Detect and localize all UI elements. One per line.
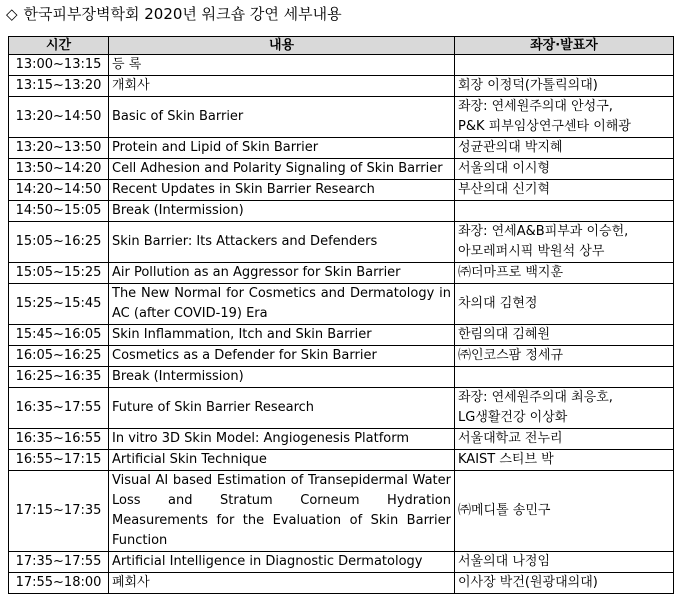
table-row (9, 388, 674, 429)
table-row (9, 346, 674, 367)
table-row (9, 222, 674, 263)
people-cell (455, 552, 674, 573)
time-cell: 17:15~17:35 (9, 471, 109, 552)
content-cell: Skin Inflammation, Itch and Skin Barrier (109, 325, 455, 346)
content-cell: 개회사 (109, 76, 455, 97)
content-cell: Recent Updates in Skin Barrier Research (109, 180, 455, 201)
table-row (9, 367, 674, 388)
time-cell: 15:45~16:05 (9, 325, 109, 346)
people-line: 아모레퍼시픽 박원석 상무 (458, 244, 605, 259)
time-cell: 16:35~16:55 (9, 429, 109, 450)
content-cell: Air Pollution as an Aggressor for Skin Barrier (109, 263, 455, 284)
table-row (9, 138, 674, 159)
people-line: 이사장 박건(원광대의대) (458, 575, 598, 590)
people-line: 한림의대 김혜원 (458, 327, 551, 342)
time-cell: 13:20~13:50 (9, 138, 109, 159)
time-cell: 13:00~13:15 (9, 55, 109, 76)
people-cell (455, 159, 674, 180)
diamond-icon: ◇ (6, 5, 18, 23)
people-line: P&K 피부임상연구센타 이해광 (458, 119, 631, 134)
header-content: 내용 (109, 37, 455, 55)
content-cell: 등 록 (109, 55, 455, 76)
people-line: KAIST 스티브 박 (458, 452, 554, 467)
time-cell: 17:35~17:55 (9, 552, 109, 573)
time-cell: 15:25~15:45 (9, 284, 109, 325)
header-row (9, 37, 674, 55)
time-cell: 15:05~16:25 (9, 222, 109, 263)
content-cell: Break (Intermission) (109, 201, 455, 222)
time-cell: 13:15~13:20 (9, 76, 109, 97)
people-line: 좌장: 연세원주의대 안성구, (458, 99, 613, 114)
people-cell (455, 55, 674, 76)
content-cell: Future of Skin Barrier Research (109, 388, 455, 429)
table-row (9, 201, 674, 222)
people-cell (455, 201, 674, 222)
schedule-table (8, 36, 674, 594)
content-cell: Cosmetics as a Defender for Skin Barrier (109, 346, 455, 367)
people-line: 서울대학교 전누리 (458, 431, 563, 446)
people-cell (455, 138, 674, 159)
time-cell: 14:20~14:50 (9, 180, 109, 201)
title-text: 한국피부장벽학회 2020년 워크숍 강연 세부내용 (23, 5, 342, 23)
time-cell: 13:50~14:20 (9, 159, 109, 180)
content-cell: Artificial Skin Technique (109, 450, 455, 471)
people-line: 좌장: 연세원주의대 최응호, (458, 390, 613, 405)
content-cell: Skin Barrier: Its Attackers and Defenders (109, 222, 455, 263)
people-cell (455, 180, 674, 201)
table-row (9, 97, 674, 138)
table-row (9, 429, 674, 450)
content-cell: Protein and Lipid of Skin Barrier (109, 138, 455, 159)
header-people: 좌장·발표자 (455, 37, 674, 55)
people-line: 차의대 김현정 (458, 296, 538, 311)
people-cell (455, 367, 674, 388)
content-cell: In vitro 3D Skin Model: Angiogenesis Platform (109, 429, 455, 450)
time-cell: 16:05~16:25 (9, 346, 109, 367)
content-cell: 폐회사 (109, 573, 455, 594)
content-cell: Cell Adhesion and Polarity Signaling of Skin Barrier (109, 159, 455, 180)
people-cell (455, 388, 674, 429)
people-cell (455, 222, 674, 263)
content-cell: Artificial Intelligence in Diagnostic Dermatology (109, 552, 455, 573)
people-cell (455, 325, 674, 346)
people-line: 서울의대 이시형 (458, 161, 551, 176)
content-cell: Break (Intermission) (109, 367, 455, 388)
content-cell: The New Normal for Cosmetics and Dermatology in AC (after COVID-19) Era (109, 284, 455, 325)
table-row (9, 450, 674, 471)
time-cell: 13:20~14:50 (9, 97, 109, 138)
people-line: 서울의대 나정임 (458, 554, 551, 569)
table-row (9, 471, 674, 552)
time-cell: 16:35~17:55 (9, 388, 109, 429)
table-row (9, 573, 674, 594)
people-line: 회장 이정덕(가톨릭의대) (458, 78, 598, 93)
people-cell (455, 263, 674, 284)
people-line: 부산의대 신기혁 (458, 182, 551, 197)
people-line: LG생활건강 이상화 (458, 410, 568, 425)
people-cell (455, 346, 674, 367)
table-row (9, 325, 674, 346)
time-cell: 14:50~15:05 (9, 201, 109, 222)
people-line: 좌장: 연세A&B피부과 이승헌, (458, 224, 629, 239)
content-cell: Basic of Skin Barrier (109, 97, 455, 138)
table-row (9, 76, 674, 97)
table-row (9, 55, 674, 76)
table-row (9, 180, 674, 201)
people-cell (455, 573, 674, 594)
content-cell: Visual AI based Estimation of Transepidermal Water Loss and Stratum Corneum Hydration Measurements for the Evaluation of Skin Barrier Function (109, 471, 455, 552)
people-cell (455, 471, 674, 552)
people-cell (455, 429, 674, 450)
people-cell (455, 450, 674, 471)
table-row (9, 159, 674, 180)
schedule-body (9, 55, 674, 594)
people-cell (455, 284, 674, 325)
people-line: ㈜메디톨 송민구 (458, 503, 551, 518)
time-cell: 17:55~18:00 (9, 573, 109, 594)
people-line: ㈜더마프로 백지훈 (458, 265, 564, 280)
time-cell: 16:55~17:15 (9, 450, 109, 471)
document-title (6, 4, 342, 24)
people-line: ㈜인코스팜 정세규 (458, 348, 564, 363)
table-row (9, 552, 674, 573)
people-cell (455, 97, 674, 138)
time-cell: 16:25~16:35 (9, 367, 109, 388)
people-line: 성균관의대 박지혜 (458, 140, 563, 155)
table-row (9, 263, 674, 284)
table-row (9, 284, 674, 325)
people-cell (455, 76, 674, 97)
header-time: 시간 (9, 37, 109, 55)
time-cell: 15:05~15:25 (9, 263, 109, 284)
